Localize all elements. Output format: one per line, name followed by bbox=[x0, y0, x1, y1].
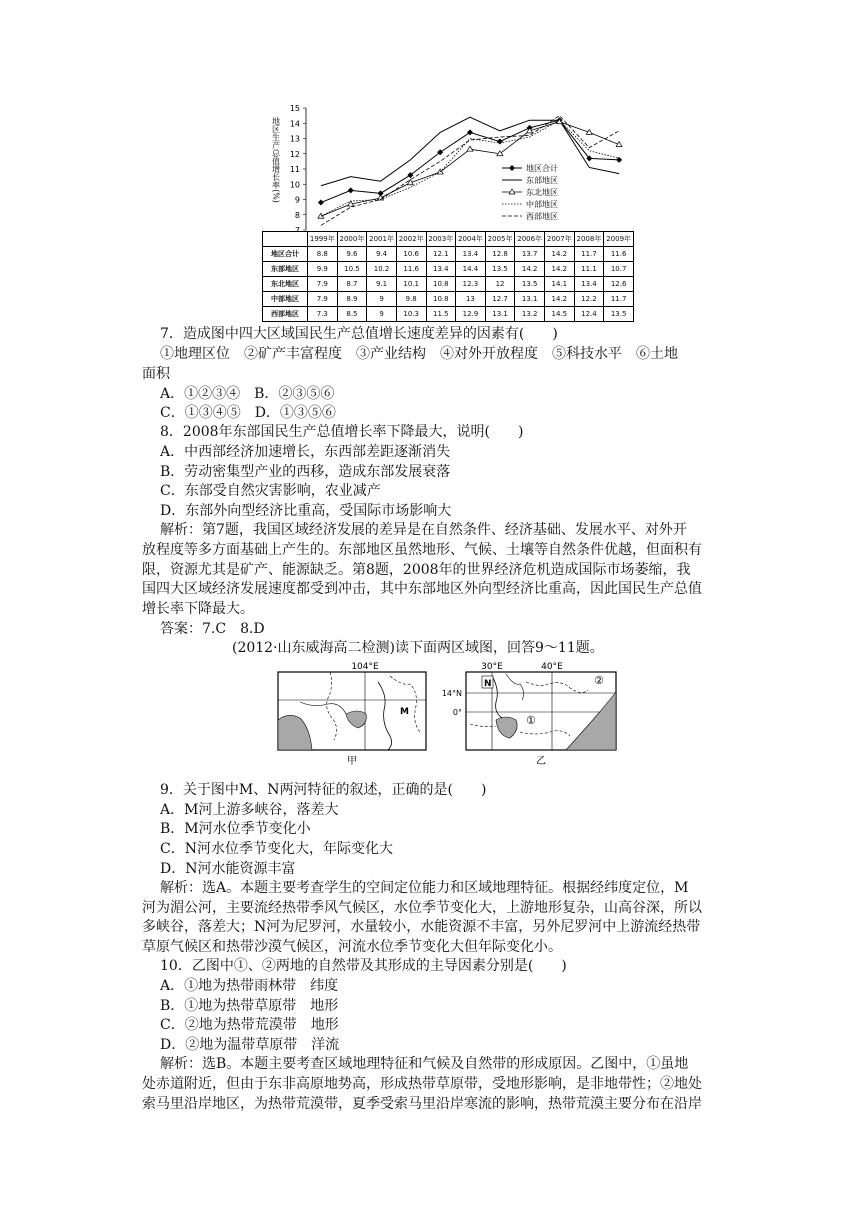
table-year-header: 1999年 bbox=[308, 232, 338, 247]
data-point bbox=[318, 200, 324, 206]
text-line: 增长率下降最大。 bbox=[142, 601, 254, 617]
map-yi bbox=[442, 662, 616, 767]
table-cell: 9.8 bbox=[396, 292, 426, 307]
legend-label: 东部地区 bbox=[526, 176, 558, 185]
table-cell: 9.1 bbox=[367, 277, 397, 292]
table-year-header: 2004年 bbox=[456, 232, 486, 247]
map-jia-caption: 甲 bbox=[347, 756, 357, 767]
legend-label: 西部地区 bbox=[526, 212, 558, 221]
table-cell: 14.1 bbox=[545, 277, 575, 292]
text-line: A．M河上游多峡谷，落差大 bbox=[160, 802, 339, 818]
text-line: B．劳动密集型产业的西移，造成东部发展衰落 bbox=[160, 464, 451, 480]
table-cell: 10.1 bbox=[396, 277, 426, 292]
table-cell: 10.5 bbox=[337, 262, 367, 277]
text-line: 草原气候区和热带沙漠气候区，河流水位季节变化大但年际变化小。 bbox=[142, 939, 562, 955]
table-cell: 12.3 bbox=[456, 277, 486, 292]
table-cell: 12.9 bbox=[456, 307, 486, 322]
text-line: 解析：选B。本题主要考查区域地理特征和气候及自然带的形成原因。乙图中，①虽地 bbox=[160, 1056, 689, 1072]
text-line: 索马里沿岸地区，为热带荒漠带，夏季受索马里沿岸寒流的影响，热带荒漠主要分布在沿岸 bbox=[142, 1096, 702, 1112]
table-cell: 11.6 bbox=[604, 247, 634, 262]
region-maps bbox=[270, 662, 630, 772]
table-cell: 7.9 bbox=[308, 277, 338, 292]
text-line: 9．关于图中M、N两河特征的叙述，正确的是( ) bbox=[160, 782, 487, 798]
text-line: 面积 bbox=[142, 366, 170, 382]
table-cell: 14.2 bbox=[545, 247, 575, 262]
table-cell: 13.2 bbox=[515, 307, 545, 322]
table-cell: 13.5 bbox=[485, 262, 515, 277]
table-cell: 11.5 bbox=[426, 307, 456, 322]
table-year-header: 2005年 bbox=[485, 232, 515, 247]
table-cell: 11.7 bbox=[604, 292, 634, 307]
chart-svg bbox=[262, 100, 634, 231]
series-line-2 bbox=[321, 122, 619, 217]
data-point bbox=[467, 129, 473, 135]
table-cell: 8.5 bbox=[337, 307, 367, 322]
table-cell: 14.5 bbox=[545, 307, 575, 322]
y-axis-label: 地区生产总值增长率(%) bbox=[271, 117, 281, 203]
map-yi-marker-2: ② bbox=[594, 674, 604, 687]
y-tick-label: 15 bbox=[289, 104, 300, 113]
legend-label: 中部地区 bbox=[526, 200, 558, 209]
text-line: D．②地为温带草原带 洋流 bbox=[160, 1037, 340, 1053]
table-corner-cell bbox=[263, 232, 308, 247]
table-row-label: 地区合计 bbox=[263, 247, 308, 262]
text-line: C．①③④⑤ D．①③⑤⑥ bbox=[160, 405, 336, 421]
text-line: C．N河水位季节变化大，年际变化大 bbox=[160, 841, 393, 857]
table-year-header: 2003年 bbox=[426, 232, 456, 247]
table-cell: 10.7 bbox=[604, 262, 634, 277]
text-line: 8．2008年东部国民生产总值增长率下降最大，说明( ) bbox=[160, 424, 524, 440]
table-cell: 9 bbox=[367, 292, 397, 307]
table-cell: 14.2 bbox=[545, 262, 575, 277]
table-cell: 11.1 bbox=[574, 262, 604, 277]
table-row-label: 东部地区 bbox=[263, 262, 308, 277]
table-cell: 13.1 bbox=[485, 307, 515, 322]
table-cell: 13.5 bbox=[515, 277, 545, 292]
text-line: 解析：选A。本题主要考查学生的空间定位能力和区域地理特征。根据经纬度定位，M bbox=[160, 880, 689, 896]
text-line: A．①②③④ B．②③⑤⑥ bbox=[160, 386, 335, 402]
text-line: C．东部受自然灾害影响，农业减产 bbox=[160, 483, 381, 499]
table-cell: 9 bbox=[367, 307, 397, 322]
table-cell: 8.7 bbox=[337, 277, 367, 292]
text-line: 处赤道附近，但由于东非高原地势高，形成热带草原带，受地形影响，是非地带性；②地处 bbox=[142, 1076, 702, 1092]
text-line: ①地理区位 ②矿产丰富程度 ③产业结构 ④对外开放程度 ⑤科技水平 ⑥土地 bbox=[160, 346, 678, 362]
y-tick-label: 12 bbox=[289, 149, 300, 159]
text-line: D．东部外向型经济比重高，受国际市场影响大 bbox=[160, 503, 452, 519]
y-tick-label: 7 bbox=[294, 226, 300, 231]
data-point bbox=[497, 139, 503, 145]
table-year-header: 2002年 bbox=[396, 232, 426, 247]
legend-marker bbox=[509, 165, 515, 171]
table-cell: 13.1 bbox=[515, 292, 545, 307]
table-row bbox=[263, 307, 634, 322]
table-row-label: 西部地区 bbox=[263, 307, 308, 322]
table-cell: 14.4 bbox=[456, 262, 486, 277]
map-jia-longitude: 104°E bbox=[351, 662, 379, 672]
text-line: A．中西部经济加速增长，东西部差距逐渐消失 bbox=[160, 444, 451, 460]
text-line: 7．造成图中四大区域国民生产总值增长速度差异的因素有( ) bbox=[160, 326, 558, 342]
table-cell: 12.1 bbox=[426, 247, 456, 262]
table-cell: 12.6 bbox=[604, 277, 634, 292]
table-cell: 13.4 bbox=[456, 247, 486, 262]
legend-label: 地区合计 bbox=[526, 164, 558, 173]
text-line: B．①地为热带草原带 地形 bbox=[160, 998, 339, 1014]
table-cell: 11.7 bbox=[574, 247, 604, 262]
text-line: D．N河水能资源丰富 bbox=[160, 861, 296, 877]
table-cell: 10.8 bbox=[426, 292, 456, 307]
table-cell: 14.2 bbox=[545, 292, 575, 307]
text-line: 答案：7.C 8.D bbox=[160, 621, 265, 637]
text-line: 限，资源尤其是矿产、能源缺乏。第8题，2008年的世界经济危机造成国际市场萎缩，我 bbox=[142, 562, 691, 578]
table-cell: 8.8 bbox=[308, 247, 338, 262]
map-yi-latitude-14n: 14°N bbox=[441, 689, 462, 698]
map-jia bbox=[278, 662, 426, 767]
table-cell: 10.8 bbox=[426, 277, 456, 292]
map-yi-river-label: N bbox=[484, 679, 492, 689]
text-line: A．①地为热带雨林带 纬度 bbox=[160, 978, 339, 994]
data-point bbox=[348, 187, 354, 193]
table-cell: 10.6 bbox=[396, 247, 426, 262]
text-line: B．M河水位季节变化小 bbox=[160, 821, 311, 837]
table-year-header: 2009年 bbox=[604, 232, 634, 247]
table-cell: 10.3 bbox=[396, 307, 426, 322]
y-tick-label: 10 bbox=[289, 180, 300, 190]
table-cell: 13.5 bbox=[604, 307, 634, 322]
table-year-header: 2008年 bbox=[574, 232, 604, 247]
map-yi-latitude-0: 0° bbox=[452, 708, 462, 717]
table-cell: 11.6 bbox=[396, 262, 426, 277]
text-line: 放程度等多方面基础上产生的。东部地区虽然地形、气候、土壤等自然条件优越，但面积有 bbox=[142, 542, 702, 558]
y-tick-label: 9 bbox=[294, 195, 300, 205]
table-cell: 8.9 bbox=[337, 292, 367, 307]
table-row-label: 东北地区 bbox=[263, 277, 308, 292]
table-cell: 12.7 bbox=[485, 292, 515, 307]
table-cell: 7.9 bbox=[308, 292, 338, 307]
map-yi-longitude-40: 40°E bbox=[541, 662, 563, 672]
table-header-row bbox=[263, 232, 634, 247]
maps-svg bbox=[270, 662, 630, 772]
map-jia-river-label: M bbox=[400, 707, 409, 717]
map-yi-caption: 乙 bbox=[536, 756, 546, 767]
table-cell: 9.4 bbox=[367, 247, 397, 262]
table-year-header: 2000年 bbox=[337, 232, 367, 247]
table-cell: 9.9 bbox=[308, 262, 338, 277]
data-point bbox=[467, 146, 473, 151]
table-cell: 14.2 bbox=[515, 262, 545, 277]
map-yi-longitude-30: 30°E bbox=[481, 662, 503, 672]
y-tick-label: 8 bbox=[294, 210, 300, 220]
y-tick-label: 11 bbox=[289, 165, 300, 174]
table-cell: 12.8 bbox=[485, 247, 515, 262]
text-line: C．②地为热带荒漠带 地形 bbox=[160, 1017, 339, 1033]
table-row bbox=[263, 247, 634, 262]
table-row bbox=[263, 292, 634, 307]
table-cell: 10.2 bbox=[367, 262, 397, 277]
y-tick-label: 14 bbox=[289, 119, 300, 129]
data-table bbox=[262, 231, 634, 322]
legend-marker bbox=[509, 189, 515, 194]
table-cell: 13 bbox=[456, 292, 486, 307]
y-tick-label: 13 bbox=[289, 134, 300, 144]
map-yi-marker-1: ① bbox=[526, 714, 536, 727]
table-year-header: 2007年 bbox=[545, 232, 575, 247]
table-cell: 12.2 bbox=[574, 292, 604, 307]
text-line: (2012·山东威海高二检测)读下面两区域图，回答9～11题。 bbox=[232, 640, 604, 656]
table-cell: 13.4 bbox=[574, 277, 604, 292]
table-row-label: 中部地区 bbox=[263, 292, 308, 307]
table-year-header: 2006年 bbox=[515, 232, 545, 247]
text-line: 10．乙图中①、②两地的自然带及其形成的主导因素分别是( ) bbox=[160, 958, 567, 974]
table-row bbox=[263, 262, 634, 277]
table-cell: 9.6 bbox=[337, 247, 367, 262]
text-line: 解析：第7题，我国区域经济发展的差异是在自然条件、经济基础、发展水平、对外开 bbox=[160, 522, 687, 538]
text-line: 河为湄公河，主要流经热带季风气候区，水位季节变化大，上游地形复杂，山高谷深，所以 bbox=[142, 900, 702, 916]
table-row bbox=[263, 277, 634, 292]
table-cell: 12.4 bbox=[574, 307, 604, 322]
table-year-header: 2001年 bbox=[367, 232, 397, 247]
table-cell: 7.3 bbox=[308, 307, 338, 322]
text-line: 国四大区域经济发展速度都受到冲击，其中东部地区外向型经济比重高，因此国民生产总值 bbox=[142, 581, 702, 597]
table-cell: 13.4 bbox=[426, 262, 456, 277]
text-line: 多峡谷，落差大；N河为尼罗河，水量较小，水能资源不丰富，另外尼罗河中上游流经热带 bbox=[142, 919, 701, 935]
table-cell: 13.7 bbox=[515, 247, 545, 262]
table-cell: 12 bbox=[485, 277, 515, 292]
legend-label: 东北地区 bbox=[526, 188, 558, 197]
